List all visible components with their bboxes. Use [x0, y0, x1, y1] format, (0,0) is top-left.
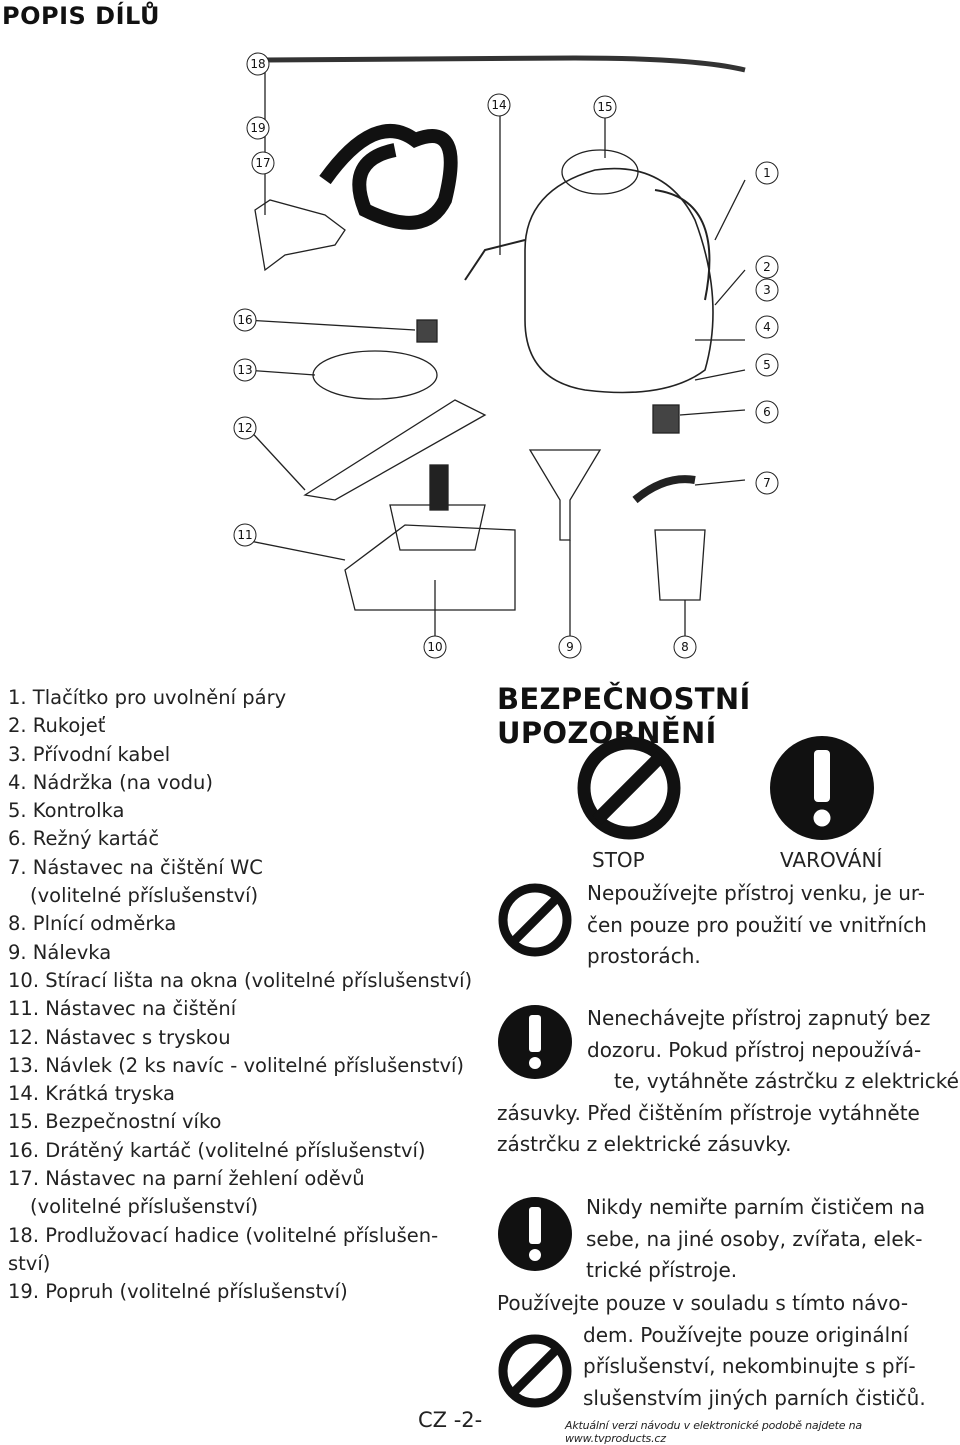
part-item: 10. Stírací lišta na okna (volitelné příslušenství): [8, 968, 473, 992]
callout-12: [234, 417, 256, 439]
part-item: 2. Rukojeť: [8, 714, 106, 738]
callout-11: [234, 524, 256, 546]
stop-icon: [497, 882, 573, 958]
funnel-illustration: [530, 450, 600, 540]
callout-1: [756, 162, 778, 184]
part-item: 6. Režný kartáč: [8, 827, 160, 851]
scrub-brush-illustration: [653, 405, 679, 433]
part-item: 11. Nástavec na čištění: [8, 997, 237, 1021]
jet-nozzle-illustration: [305, 400, 485, 500]
svg-text:3: 3: [763, 283, 771, 297]
safety-item-unattended: Nenechávejte přístroj zapnutý bez dozoru. Pokud přístroj nepoužívá- te, vytáhněte zástrčku z elektrické zásuvky. Před čištěním přístroje vytáhněte zástrčku z elektrické zásuvky.: [497, 1006, 959, 1156]
page-number: CZ -2-: [418, 1408, 483, 1432]
part-item: 4. Nádržka (na vodu): [8, 770, 213, 794]
callout-13: [234, 359, 256, 381]
part-item: 3. Přívodní kabel: [8, 742, 171, 766]
svg-text:17: 17: [255, 156, 271, 170]
callout-2: [756, 256, 778, 278]
safety-cap-illustration: [562, 150, 638, 194]
callout-9: [559, 636, 581, 658]
svg-text:13: 13: [237, 363, 253, 377]
warning-icon: [768, 734, 876, 842]
callout-19: [247, 117, 269, 139]
callout-16: [234, 309, 256, 331]
svg-text:11: 11: [237, 528, 253, 542]
part-item: 13. Návlek (2 ks navíc - volitelné příslušenství): [8, 1053, 465, 1077]
part-item: 8. Plnící odměrka: [8, 912, 177, 936]
callout-10: [424, 636, 446, 658]
parts-list: [8, 684, 478, 1307]
hose-illustration: [265, 58, 745, 70]
part-item: 7. Nástavec na čištění WC (volitelné příslušenství): [8, 855, 263, 908]
warning-label: VAROVÁNÍ: [780, 848, 883, 872]
callout-7: [756, 472, 778, 494]
stop-icon: [575, 734, 683, 842]
wc-nozzle-illustration: [635, 479, 695, 500]
handle-illustration: [655, 190, 709, 300]
callout-4: [756, 316, 778, 338]
strap-illustration: [325, 131, 451, 223]
safety-item-accessories: Používejte pouze v souladu s tímto návo- dem. Používejte pouze originální příslušenství, nekombinujte s pří- slušenstvím jiných parních čističů.: [497, 1291, 926, 1410]
svg-text:10: 10: [427, 640, 443, 654]
svg-text:1: 1: [763, 166, 771, 180]
callout-17: [252, 152, 274, 174]
callout-6: [756, 401, 778, 423]
part-item: 9. Nálevka: [8, 940, 112, 964]
steamer-body-illustration: [525, 169, 713, 393]
part-item: 15. Bezpečnostní víko: [8, 1110, 222, 1134]
svg-text:14: 14: [491, 98, 507, 112]
svg-text:8: 8: [681, 640, 689, 654]
safety-item-aim: Nikdy nemiřte parním čističem na sebe, na jiné osoby, zvířata, elek- trické přístroje.: [586, 1195, 926, 1282]
svg-text:19: 19: [250, 121, 266, 135]
parts-diagram: [225, 40, 785, 660]
part-item: 12. Nástavec s tryskou: [8, 1025, 231, 1049]
part-item: 19. Popruh (volitelné příslušenství): [8, 1280, 348, 1304]
svg-text:16: 16: [237, 313, 253, 327]
svg-text:6: 6: [763, 405, 771, 419]
svg-text:4: 4: [763, 320, 771, 334]
part-item: 16. Drátěný kartáč (volitelné příslušenství): [8, 1138, 426, 1162]
callout-5: [756, 354, 778, 376]
part-item: 17. Nástavec na parní žehlení oděvů (volitelné příslušenství): [8, 1167, 365, 1219]
ironing-attachment-illustration: [255, 200, 345, 270]
svg-text:15: 15: [597, 100, 613, 114]
part-item: 18. Prodlužovací hadice (volitelné příslušen- ství): [8, 1223, 439, 1275]
part-item: 5. Kontrolka: [8, 799, 125, 823]
page-title: POPIS DÍLŮ: [2, 2, 160, 30]
callout-14: [488, 94, 510, 116]
callout-15: [594, 96, 616, 118]
window-squeegee-illustration: [345, 525, 515, 610]
cover-illustration: [313, 351, 437, 399]
safety-title: BEZPEČNOSTNÍ UPOZORNĚNÍ: [497, 682, 751, 750]
svg-text:7: 7: [763, 476, 771, 490]
callout-3: [756, 279, 778, 301]
svg-text:9: 9: [566, 640, 574, 654]
safety-item-outdoor: Nepoužívejte přístroj venku, je ur- čen pouze pro použití ve vnitřních prostorách.: [587, 881, 927, 968]
stop-label: STOP: [592, 848, 645, 872]
svg-text:18: 18: [250, 57, 266, 71]
nozzle-illustration: [465, 240, 525, 280]
svg-text:12: 12: [237, 421, 253, 435]
footer-note: Aktuální verzi návodu v elektronické podobě najdete na www.tvproducts.cz: [565, 1419, 862, 1445]
part-item: 14. Krátká tryska: [8, 1082, 175, 1106]
callout-8: [674, 636, 696, 658]
measuring-cup-illustration: [655, 530, 705, 600]
part-item: 1. Tlačítko pro uvolnění páry: [8, 686, 287, 709]
warning-icon: [497, 1196, 573, 1272]
callout-18: [247, 53, 269, 75]
svg-text:5: 5: [763, 358, 771, 372]
wire-brush-illustration: [417, 320, 437, 342]
svg-text:2: 2: [763, 260, 771, 274]
